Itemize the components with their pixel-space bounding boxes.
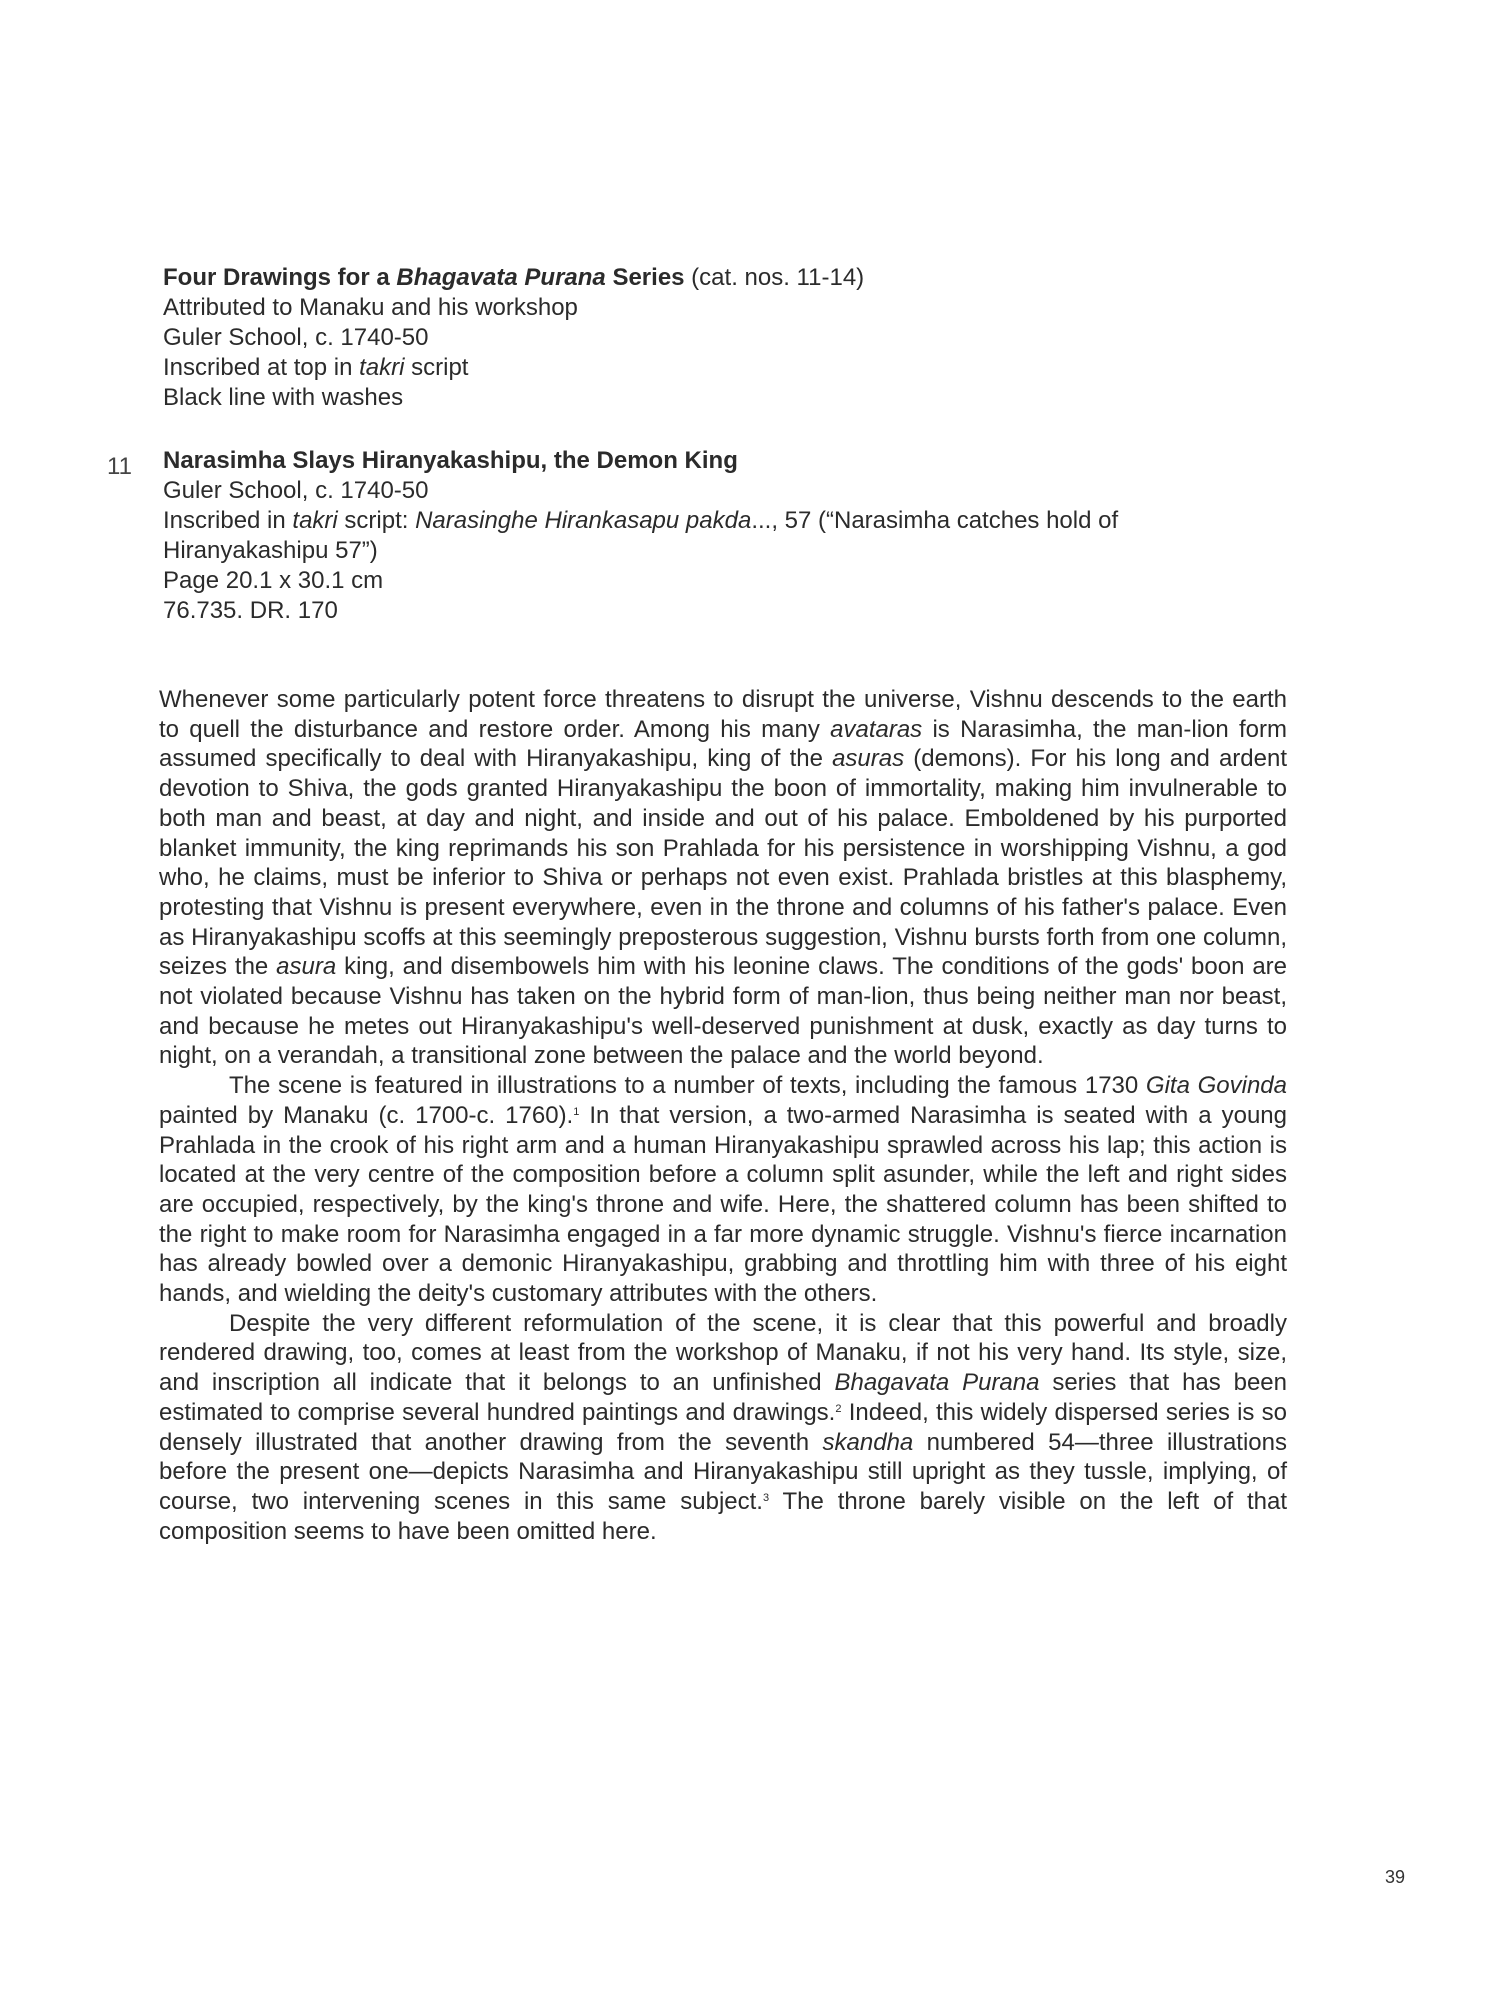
footnote-ref-1: 1	[573, 1105, 580, 1118]
series-medium: Black line with washes	[163, 384, 404, 411]
series-header	[163, 263, 1263, 413]
series-catalog-ref: (cat. nos. 11-14)	[684, 264, 865, 291]
entry-title: Narasimha Slays Hiranyakashipu, the Demon King	[163, 447, 738, 474]
footnote-ref-3: 3	[762, 1491, 770, 1504]
series-inscription: Inscribed at top in takri script	[163, 354, 469, 381]
entry-header	[163, 446, 1283, 626]
series-attribution: Attributed to Manaku and his workshop	[163, 294, 578, 321]
essay-paragraph-1: Whenever some particularly potent force threatens to disrupt the universe, Vishnu descends to the earth to quell the disturbance and restore order. Among his many avataras is Narasimha, the man-lion form assumed specifically to deal with Hiranyakashipu, king of the asuras (demons). For his long and ardent devotion to Shiva, the gods granted Hiranyakashipu the boon of immortality, making him invulnerable to both man and beast, at day and night, and inside and out of his palace. Emboldened by his purported blanket immunity, the king reprimands his son Prahlada for his persistence in worshipping Vishnu, a god who, he claims, must be inferior to Shiva or perhaps not even exist. Prahlada bristles at this blasphemy, protesting that Vishnu is present everywhere, even in the throne and columns of his father's palace. Even as Hiranyakashipu scoffs at this seemingly preposterous suggestion, Vishnu bursts forth from one column, seizes the asura king, and disembowels him with his leonine claws. The conditions of the gods' boon are not violated because Vishnu has taken on the hybrid form of man-lion, thus being neither man nor beast, and because he metes out Hiranyakashipu's well-deserved punishment at dusk, exactly as day turns to night, on a verandah, a transitional zone between the palace and the world beyond.	[159, 686, 1288, 1070]
series-school: Guler School, c. 1740-50	[163, 324, 429, 351]
series-title-line	[163, 263, 1263, 293]
entry-accession: 76.735. DR. 170	[163, 597, 338, 624]
footnote-ref-2: 2	[835, 1402, 842, 1415]
entry-school: Guler School, c. 1740-50	[163, 477, 429, 504]
page-number: 39	[1385, 1867, 1406, 1887]
entry-inscription: Inscribed in takri script: Narasinghe Hirankasapu pakda..., 57 (“Narasimha catches hold of Hiranyakashipu 57”)	[163, 507, 1119, 564]
entry-dimensions: Page 20.1 x 30.1 cm	[163, 567, 384, 594]
essay-body	[159, 685, 1287, 1546]
essay-paragraph-2: The scene is featured in illustrations to a number of texts, including the famous 1730 Gita Govinda painted by Manaku (c. 1700-c. 1760).$^1$ In that version, a two-armed Narasimha is seated with a young Prahlada in the crook of his right arm and a human Hiranyakashipu sprawled across his lap; this action is located at the very centre of the composition before a column split asunder, while the left and right sides are occupied, respectively, by the king's throne and wife. Here, the shattered column has been shifted to the right to make room for Narasimha engaged in a far more dynamic struggle. Vishnu's fierce incarnation has already bowled over a demonic Hiranyakashipu, grabbing and throttling him with three of his eight hands, and wielding the deity's customary attributes with the others.	[159, 1072, 1288, 1308]
series-title: Four Drawings for a Bhagavata Purana Series	[163, 264, 685, 291]
entry-number: 11	[107, 453, 132, 480]
essay-paragraph-3: Despite the very different reformulation of the scene, it is clear that this powerful and broadly rendered drawing, too, comes at least from the workshop of Manaku, if not his very hand. Its style, size, and inscription all indicate that it belongs to an unfinished Bhagavata Purana series that has been estimated to comprise several hundred paintings and drawings.$^2$ Indeed, this widely dispersed series is so densely illustrated that another drawing from the seventh skandha numbered 54—three illustrations before the present one—depicts Narasimha and Hiranyakashipu still upright as they tussle, implying, of course, two intervening scenes in this same subject.$^3$ The throne barely visible on the left of that composition seems to have been omitted here.	[159, 1309, 1287, 1545]
